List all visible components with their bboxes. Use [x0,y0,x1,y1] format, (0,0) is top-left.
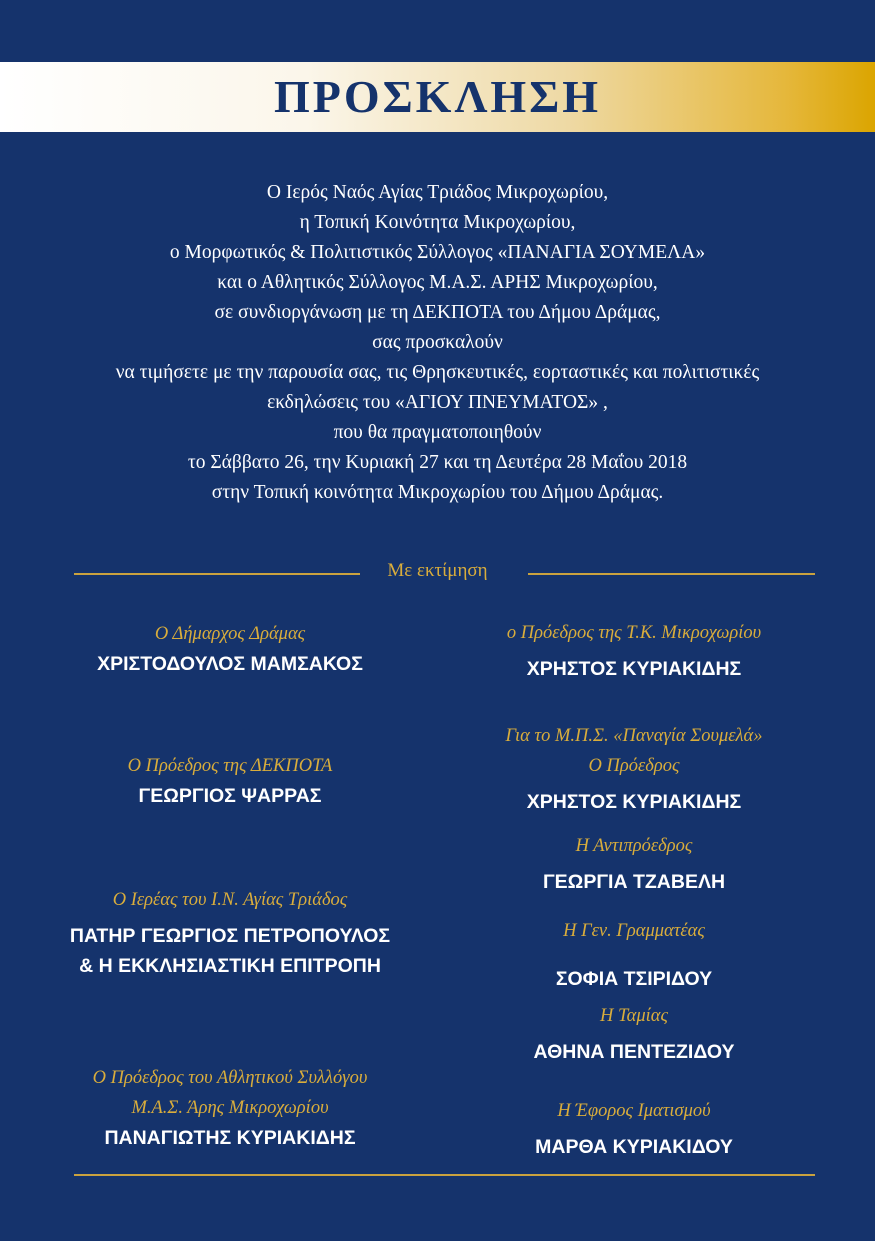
signatory-role: Για το Μ.Π.Σ. «Παναγία Σουμελά» [505,726,763,746]
signatory-role: Η Γεν. Γραμματέας [563,921,705,941]
intro-line: ο Μορφωτικός & Πολιτιστικός Σύλλογος «ΠΑΝΑΓΙΑ ΣΟΥΜΕΛΑ» [169,242,706,263]
signatory-role: Η Έφορος Ιματισμού [557,1101,711,1121]
signature-priest [30,885,430,981]
signatory-role: Ο Δήμαρχος Δράμας [154,624,306,644]
intro-line: στην Τοπική κοινότητα Μικροχωρίου του Δήμου Δράμας. [211,482,664,503]
signatory-role: Η Ταμίας [600,1006,668,1026]
signature-mayor [30,619,430,679]
signatory-name: ΜΑΡΘΑ ΚΥΡΙΑΚΙΔΟΥ [535,1136,733,1158]
signatory-role: Ο Πρόεδρος της ΔΕΚΠΟΤΑ [127,756,333,776]
signatory-name: ΧΡΗΣΤΟΣ ΚΥΡΙΑΚΙΔΗΣ [526,791,742,813]
intro-line: που θα πραγματοποιηθούν [333,422,542,443]
intro-line: η Τοπική Κοινότητα Μικροχωρίου, [299,212,576,233]
regards-label: Με εκτίμηση [387,560,488,581]
signature-tk-president [434,618,834,684]
page-title: ΠΡΟΣΚΛΗΣΗ [273,71,602,122]
signatory-role: Μ.Α.Σ. Άρης Μικροχωρίου [131,1098,329,1118]
intro-line: σας προσκαλούν [372,332,503,353]
signatory-name: ΠΑΝΑΓΙΩΤΗΣ ΚΥΡΙΑΚΙΔΗΣ [104,1127,356,1149]
signatory-name: ΧΡΙΣΤΟΔΟΥΛΟΣ ΜΑΜΣΑΚΟΣ [97,653,363,675]
signatory-role: Ο Πρόεδρος [588,756,680,776]
bottom-divider [74,1174,815,1176]
signatory-role: Η Αντιπρόεδρος [575,836,693,856]
signatory-name: & Η ΕΚΚΛΗΣΙΑΣΤΙΚΗ ΕΠΙΤΡΟΠΗ [79,955,381,977]
signatory-name: ΠΑΤΗΡ ΓΕΩΡΓΙΟΣ ΠΕΤΡΟΠΟΥΛΟΣ [69,925,391,947]
invitation-text [0,178,875,508]
signature-vice-president [434,831,834,897]
signature-mps [434,721,834,817]
signature-treasurer [434,1001,834,1067]
signatory-role: ο Πρόεδρος της Τ.Κ. Μικροχωρίου [506,623,762,643]
intro-line: σε συνδιοργάνωση με τη ΔΕΚΠΟΤΑ του Δήμου Δράμας, [214,302,661,323]
intro-line: και ο Αθλητικός Σύλλογος Μ.Α.Σ. ΑΡΗΣ Μικροχωρίου, [217,272,658,293]
intro-line: εκδηλώσεις του «ΑΓΙΟΥ ΠΝΕΥΜΑΤΟΣ» , [267,392,608,413]
signature-dekpota [30,751,430,811]
divider-right [528,573,815,575]
signatory-role: Ο Πρόεδρος του Αθλητικού Συλλόγου [92,1068,368,1088]
intro-line: να τιμήσετε με την παρουσία σας, τις Θρησκευτικές, εορταστικές και πολιτιστικές [115,362,760,383]
signatory-name: ΓΕΩΡΓΙΟΣ ΨΑΡΡΑΣ [138,785,322,807]
title-banner [0,62,875,132]
intro-line: Ο Ιερός Ναός Αγίας Τριάδος Μικροχωρίου, [266,182,609,203]
signature-secretary [434,916,834,994]
signatory-role: Ο Ιερέας του Ι.Ν. Αγίας Τριάδος [112,890,348,910]
signatory-name: ΧΡΗΣΤΟΣ ΚΥΡΙΑΚΙΔΗΣ [526,658,742,680]
signatory-name: ΓΕΩΡΓΙΑ ΤΖΑΒΕΛΗ [542,871,726,893]
signature-wardrobe [434,1096,834,1162]
intro-line: το Σάββατο 26, την Κυριακή 27 και τη Δευτέρα 28 Μαΐου 2018 [187,452,688,473]
signatory-name: ΣΟΦΙΑ ΤΣΙΡΙΔΟΥ [555,968,713,990]
signature-athletic [30,1063,430,1153]
signatory-name: ΑΘΗΝΑ ΠΕΝΤΕΖΙΔΟΥ [533,1041,735,1063]
